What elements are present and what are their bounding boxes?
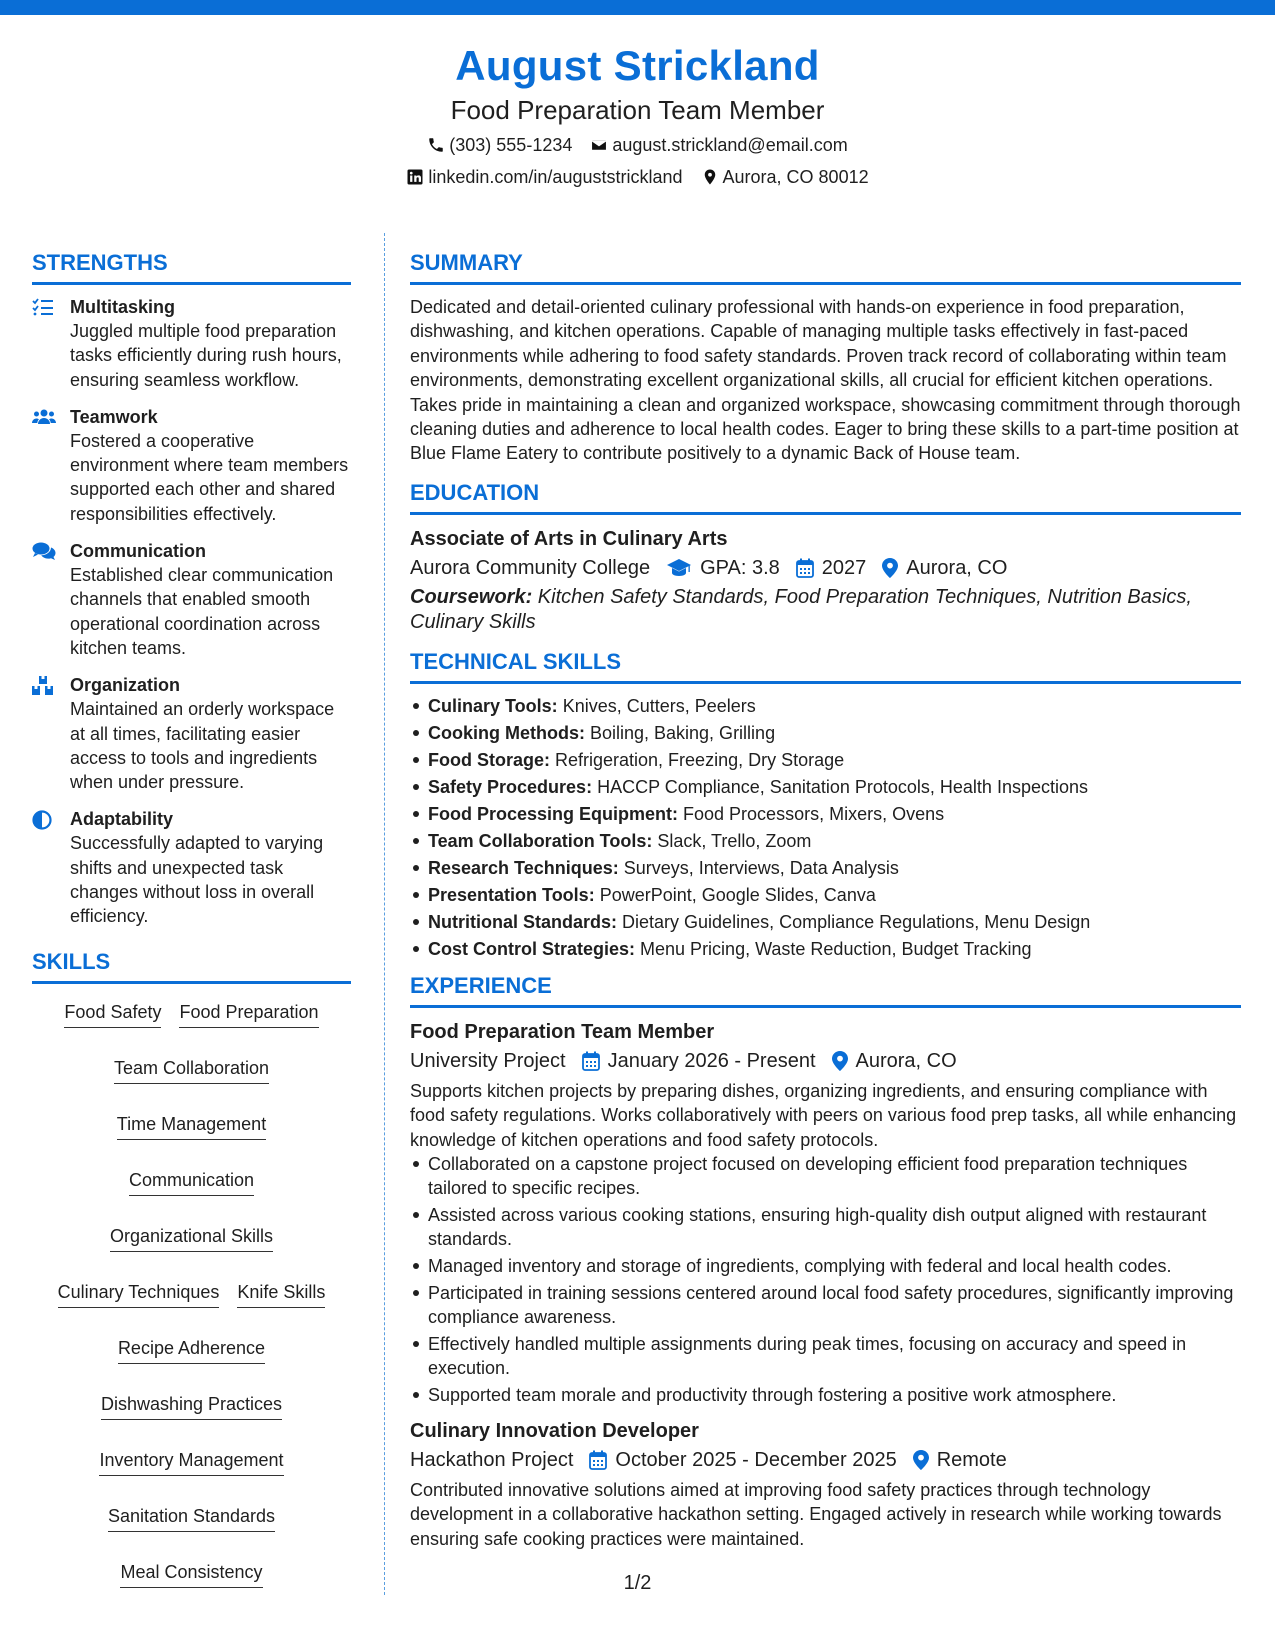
left-column	[32, 250, 351, 1588]
contact-line-2	[0, 162, 1275, 192]
list-item: Culinary Tools: Knives, Cutters, Peelers	[410, 694, 1241, 718]
skill-tag: Meal Consistency	[120, 1560, 262, 1588]
strength-item	[32, 405, 351, 526]
strength-name: Communication	[70, 541, 207, 562]
summary-text: Dedicated and detail-oriented culinary professional with hands-on experience in food preparation, dishwashing, and kitchen operations. Capable of managing multiple tasks effectively in fast-paced environments while adhering to food safety standards. Proven track record of collaborating within team environments, demonstrating excellent organizational skills, all crucial for efficient kitchen operations. Takes pride in maintaining a clean and organized workspace, showcasing commitment through thorough cleaning duties and adherence to local health codes. Eager to bring these skills to a part-time position at Blue Flame Eatery to contribute positively to a dynamic Back of House team.	[410, 297, 1241, 464]
envelope-icon	[590, 136, 608, 154]
degree-title: Associate of Arts in Culinary Arts	[410, 527, 728, 550]
list-item: Collaborated on a capstone project focused on developing efficient food preparation techniques tailored to specific recipes.	[410, 1152, 1241, 1200]
job-org: Hackathon Project	[410, 1449, 574, 1472]
list-item: Presentation Tools: PowerPoint, Google Slides, Canva	[410, 883, 1241, 907]
skill-tag: Culinary Techniques	[58, 1280, 220, 1308]
list-item: Effectively handled multiple assignments during peak times, focusing on accuracy and speed in execution.	[410, 1332, 1241, 1380]
list-item: Cooking Methods: Boiling, Baking, Grilling	[410, 721, 1241, 745]
education-meta	[410, 553, 1241, 583]
job-location: Remote	[936, 1449, 1007, 1472]
list-item: Supported team morale and productivity through fostering a positive work atmosphere.	[410, 1383, 1241, 1407]
half-circle-icon	[32, 810, 52, 830]
experience-heading: EXPERIENCE	[410, 973, 1241, 1008]
calendar-icon	[589, 1450, 607, 1470]
map-pin-icon	[913, 1450, 929, 1470]
education-location: Aurora, CO	[906, 556, 1008, 579]
list-item: Food Processing Equipment: Food Processors, Mixers, Ovens	[410, 802, 1241, 826]
right-column	[410, 250, 1241, 1551]
strength-name: Adaptability	[70, 809, 174, 830]
strength-item	[32, 673, 351, 794]
graduation-cap-icon	[666, 558, 692, 578]
gpa-text: GPA: 3.8	[700, 556, 780, 579]
top-accent-bar	[0, 0, 1275, 15]
strength-desc: Established clear communication channels that enabled smooth operational coordination across kitchen teams.	[70, 565, 334, 658]
coursework	[410, 585, 1241, 635]
strength-name: Multitasking	[70, 297, 176, 317]
list-item: Participated in training sessions centered around local food safety procedures, significantly improving compliance awareness.	[410, 1281, 1241, 1329]
strength-name: Teamwork	[70, 406, 158, 427]
strength-item	[32, 807, 351, 928]
email-text: august.strickland@email.com	[612, 135, 848, 155]
list-item: Food Storage: Refrigeration, Freezing, Dry Storage	[410, 748, 1241, 772]
phone-icon	[427, 136, 445, 154]
job-meta	[410, 1046, 1241, 1076]
job-entry	[410, 1018, 1241, 1407]
list-item: Safety Procedures: HACCP Compliance, Sanitation Protocols, Health Inspections	[410, 775, 1241, 799]
email-contact[interactable]	[590, 130, 847, 160]
candidate-title: Food Preparation Team Member	[450, 95, 825, 125]
school-name: Aurora Community College	[410, 556, 651, 579]
strength-item	[32, 295, 351, 392]
job-meta	[410, 1445, 1241, 1475]
skill-tag: Organizational Skills	[110, 1224, 273, 1252]
job-title: Food Preparation Team Member	[410, 1020, 715, 1043]
candidate-name: August Strickland	[455, 42, 820, 89]
strength-name: Organization	[70, 675, 181, 696]
skill-tag: Communication	[129, 1168, 254, 1196]
list-check-icon	[32, 298, 54, 316]
summary-heading: SUMMARY	[410, 250, 1241, 285]
list-item: Cost Control Strategies: Menu Pricing, Waste Reduction, Budget Tracking	[410, 937, 1241, 961]
job-title: Culinary Innovation Developer	[410, 1420, 699, 1443]
technical-skills-heading: TECHNICAL SKILLS	[410, 649, 1241, 684]
list-item: Research Techniques: Surveys, Interviews, Data Analysis	[410, 856, 1241, 880]
location-text: Aurora, CO 80012	[722, 167, 869, 187]
job-bullets	[410, 1152, 1241, 1407]
list-item: Managed inventory and storage of ingredients, complying with federal and local health codes.	[410, 1254, 1241, 1278]
skill-tag: Food Preparation	[179, 1000, 318, 1028]
job-location: Aurora, CO	[855, 1049, 957, 1072]
skills-heading: SKILLS	[32, 949, 351, 984]
education-heading: EDUCATION	[410, 480, 1241, 515]
skill-tag: Sanitation Standards	[108, 1504, 275, 1532]
strength-desc: Successfully adapted to varying shifts and unexpected task changes without loss in overall efficiency.	[70, 833, 324, 927]
job-dates: January 2026 - Present	[607, 1049, 816, 1072]
resume-header	[0, 40, 1275, 192]
phone-text: (303) 555-1234	[449, 135, 573, 155]
coursework-label: Coursework:	[410, 585, 533, 608]
skill-tag: Time Management	[117, 1112, 266, 1140]
job-entry	[410, 1417, 1241, 1551]
coursework-list: Kitchen Safety Standards, Food Preparation Techniques, Nutrition Basics, Culinary Skills	[410, 585, 1192, 633]
boxes-icon	[32, 676, 54, 696]
contact-line-1	[0, 130, 1275, 160]
linkedin-icon	[406, 168, 424, 186]
skill-tag: Recipe Adherence	[118, 1336, 265, 1364]
users-icon	[32, 408, 56, 426]
linkedin-text: linkedin.com/in/auguststrickland	[428, 167, 683, 187]
list-item: Team Collaboration Tools: Slack, Trello, Zoom	[410, 829, 1241, 853]
location-contact	[701, 162, 869, 192]
linkedin-contact[interactable]	[406, 162, 682, 192]
map-pin-icon	[701, 168, 719, 186]
job-org: University Project	[410, 1049, 566, 1072]
grad-year: 2027	[821, 556, 867, 579]
job-description: Supports kitchen projects by preparing dishes, organizing ingredients, and ensuring compliance with food safety regulations. Works collaboratively with peers on various food prep tasks, all while enhancing knowledge of kitchen operations and food safety protocols.	[410, 1080, 1237, 1150]
skill-tag: Team Collaboration	[114, 1056, 269, 1084]
job-description: Contributed innovative solutions aimed at improving food safety practices through technology development in a collaborative hackathon setting. Engaged actively in research while working towards ensuring safe cooking practices were maintained.	[410, 1480, 1222, 1549]
skill-tag: Knife Skills	[237, 1280, 325, 1308]
skill-tag: Dishwashing Practices	[101, 1392, 282, 1420]
calendar-icon	[796, 558, 814, 578]
skill-tag: Food Safety	[64, 1000, 161, 1028]
skill-tag: Inventory Management	[99, 1448, 283, 1476]
strengths-heading: STRENGTHS	[32, 250, 351, 285]
strength-desc: Fostered a cooperative environment where team members supported each other and shared responsibilities effectively.	[70, 430, 349, 524]
calendar-icon	[582, 1051, 600, 1071]
map-pin-icon	[832, 1051, 848, 1071]
strength-desc: Maintained an orderly workspace at all times, facilitating easier access to tools and ingredients when under pressure.	[70, 699, 335, 793]
technical-skills-list	[410, 694, 1241, 961]
map-pin-icon	[882, 558, 898, 578]
phone-contact[interactable]	[427, 130, 572, 160]
job-dates: October 2025 - December 2025	[615, 1449, 897, 1472]
comments-icon	[32, 542, 56, 560]
strength-item	[32, 539, 351, 660]
column-divider	[384, 233, 385, 1595]
strength-desc: Juggled multiple food preparation tasks efficiently during rush hours, ensuring seamless workflow.	[70, 321, 342, 390]
list-item: Assisted across various cooking stations, ensuring high-quality dish output aligned with restaurant standards.	[410, 1203, 1241, 1251]
list-item: Nutritional Standards: Dietary Guidelines, Compliance Regulations, Menu Design	[410, 910, 1241, 934]
page-number: 1/2	[623, 1572, 652, 1594]
skills-list	[32, 994, 351, 1588]
